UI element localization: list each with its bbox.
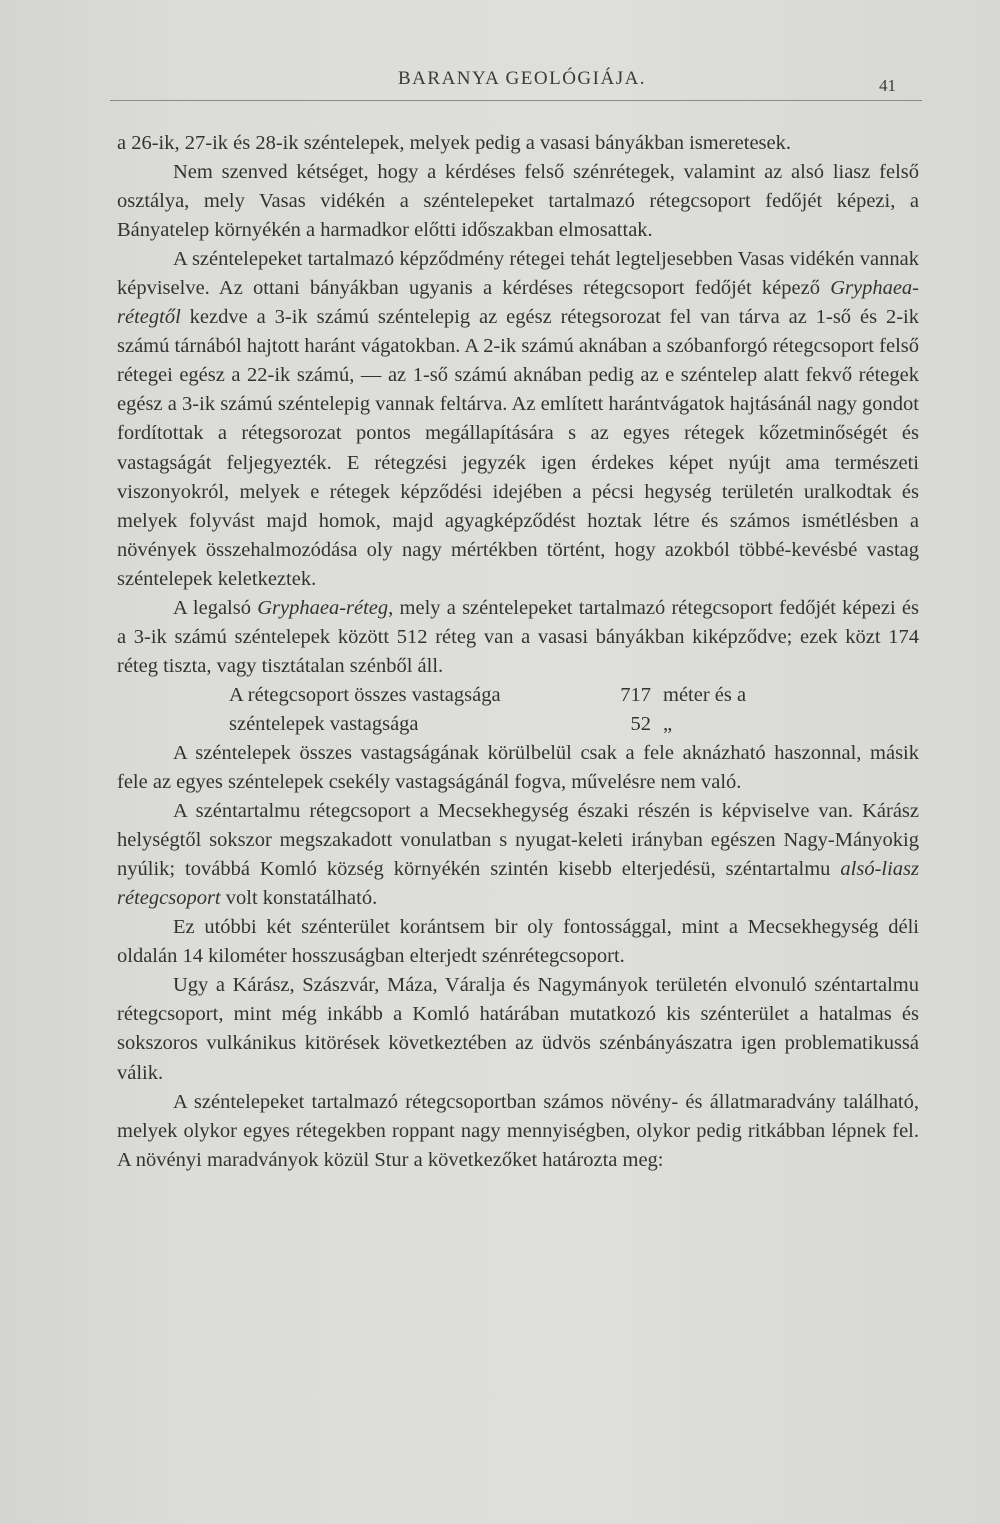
paragraph-8: Ugy a Kárász, Szászvár, Máza, Váralja és Nagymányok területén elvonuló széntartalmu rétegcsoport, mint még inkább a Komló határában mutatkozó kis szénterület a hatalmas és sokszoros vulkánikus kitörések következtében az üdvös szénbányászatra igen problematikussá válik. [117, 974, 919, 1084]
paragraph-5: A széntelepek összes vastagságának körülbelül csak a fele aknázható haszonnal, másik fele az egyes széntelepek csekély vastagságánál fogva, művelésre nem való. [117, 741, 919, 794]
thickness-value: 717 [620, 683, 651, 706]
paragraph-4-part-a: A legalsó [173, 596, 258, 619]
running-title: BARANYA GEOLÓGIÁJA. [398, 68, 647, 89]
thickness-table [117, 681, 919, 739]
page-number: 41 [879, 76, 896, 95]
paragraph-6 [117, 797, 919, 913]
thickness-unit: „ [663, 712, 673, 735]
body-text [117, 129, 919, 1175]
paragraph-7: Ez utóbbi két szénterület korántsem bir oly fontossággal, mint a Mecsekhegység déli oldalán 14 kilométer hosszuságban elterjedt szénrétegcsoport. [117, 916, 919, 968]
thickness-unit: méter és a [663, 683, 747, 706]
thickness-row-total [229, 681, 919, 710]
paragraph-4-part-b: , mely a széntelepeket tartalmazó rétegcsoport fedőjét képezi és a 3-ik számú széntelepek között 512 réteg van a vasasi bányákban kiképződve; ezek közt 174 réteg tiszta, vagy tisztátalan szénből áll. [117, 596, 919, 677]
paragraph-6-italic-term: alsó-liasz rétegcsoport [117, 858, 919, 910]
paragraph-4 [117, 594, 919, 681]
paragraph-3-part-a: A széntelepeket tartalmazó képződmény rétegei tehát legteljesebben Vasas vidékén vannak képviselve. Az ottani bányákban ugyanis a kérdéses rétegcsoport fedőjét képező [117, 248, 919, 300]
paragraph-3-italic-term: Gryphaea-rétegtől [117, 277, 919, 329]
paragraph-2: Nem szenved kétséget, hogy a kérdéses felső szénrétegek, valamint az alsó liasz felső osztálya, mely Vasas vidékén a széntelepeket tartalmazó rétegcsoport fedőjét képezi, a Bányatelep környékén a harmadkor előtti időszakban elmosattak. [117, 161, 919, 242]
thickness-value: 52 [630, 712, 651, 735]
thickness-label: A rétegcsoport összes vastagsága [229, 683, 501, 706]
paragraph-4-italic-term: Gryphaea-réteg [257, 596, 389, 619]
thickness-row-coal [229, 710, 919, 739]
running-header [110, 66, 922, 101]
paragraph-3 [117, 245, 919, 594]
paragraph-6-part-b: volt konstatálható. [220, 887, 378, 910]
paragraph-6-part-a: A széntartalmu rétegcsoport a Mecsekhegység északi részén is képviselve van. Kárász helységtől sokszor megszakadott vonulatban s nyugat-keleti irányban egészen Nagy-Mányokig nyúlik; továbbá Komló község környékén szintén kisebb elterjedésü, széntartalmu [117, 800, 919, 881]
thickness-label: széntelepek vastagsága [229, 712, 419, 735]
paragraph-3-part-b: kezdve a 3-ik számú széntelepig az egész rétegsorozat fel van tárva az 1-ső és 2-ik számú tárnából hajtott haránt vágatokban. A 2-ik számú aknában a szóbanforgó rétegcsoport felső rétegei egész a 22-ik számú, — az 1-ső számú aknában pedig az e széntelep alatt fekvő rétegek egész a 3-ik számú széntelepig vannak feltárva. Az említett harántvágatok hajtásánál nagy gondot fordítottak a rétegsorozat pontos megállapítására s az egyes rétegek kőzetminőségét és vastagságát feljegyezték. E rétegzési jegyzék igen érdekes képet nyújt ama természeti viszonyokról, melyek e rétegek képződési idejében a pécsi hegység területén uralkodtak és melyek folyvást majd homok, majd agyagképződést hoztak létre és számos ismétlésben a növények összehalmozódása oly nagy mértékben történt, hogy azokból többé-kevésbé vastag széntelepek keletkeztek. [117, 306, 919, 590]
paragraph-1: a 26-ik, 27-ik és 28-ik széntelepek, melyek pedig a vasasi bányákban ismeretesek. [117, 132, 791, 154]
paragraph-9: A széntelepeket tartalmazó rétegcsoportban számos növény- és állatmaradvány található, melyek olykor egyes rétegekben roppant nagy mennyiségben, olykor pedig ritkábban lépnek fel. A növényi maradványok közül Stur a következőket határozta meg: [117, 1090, 919, 1171]
